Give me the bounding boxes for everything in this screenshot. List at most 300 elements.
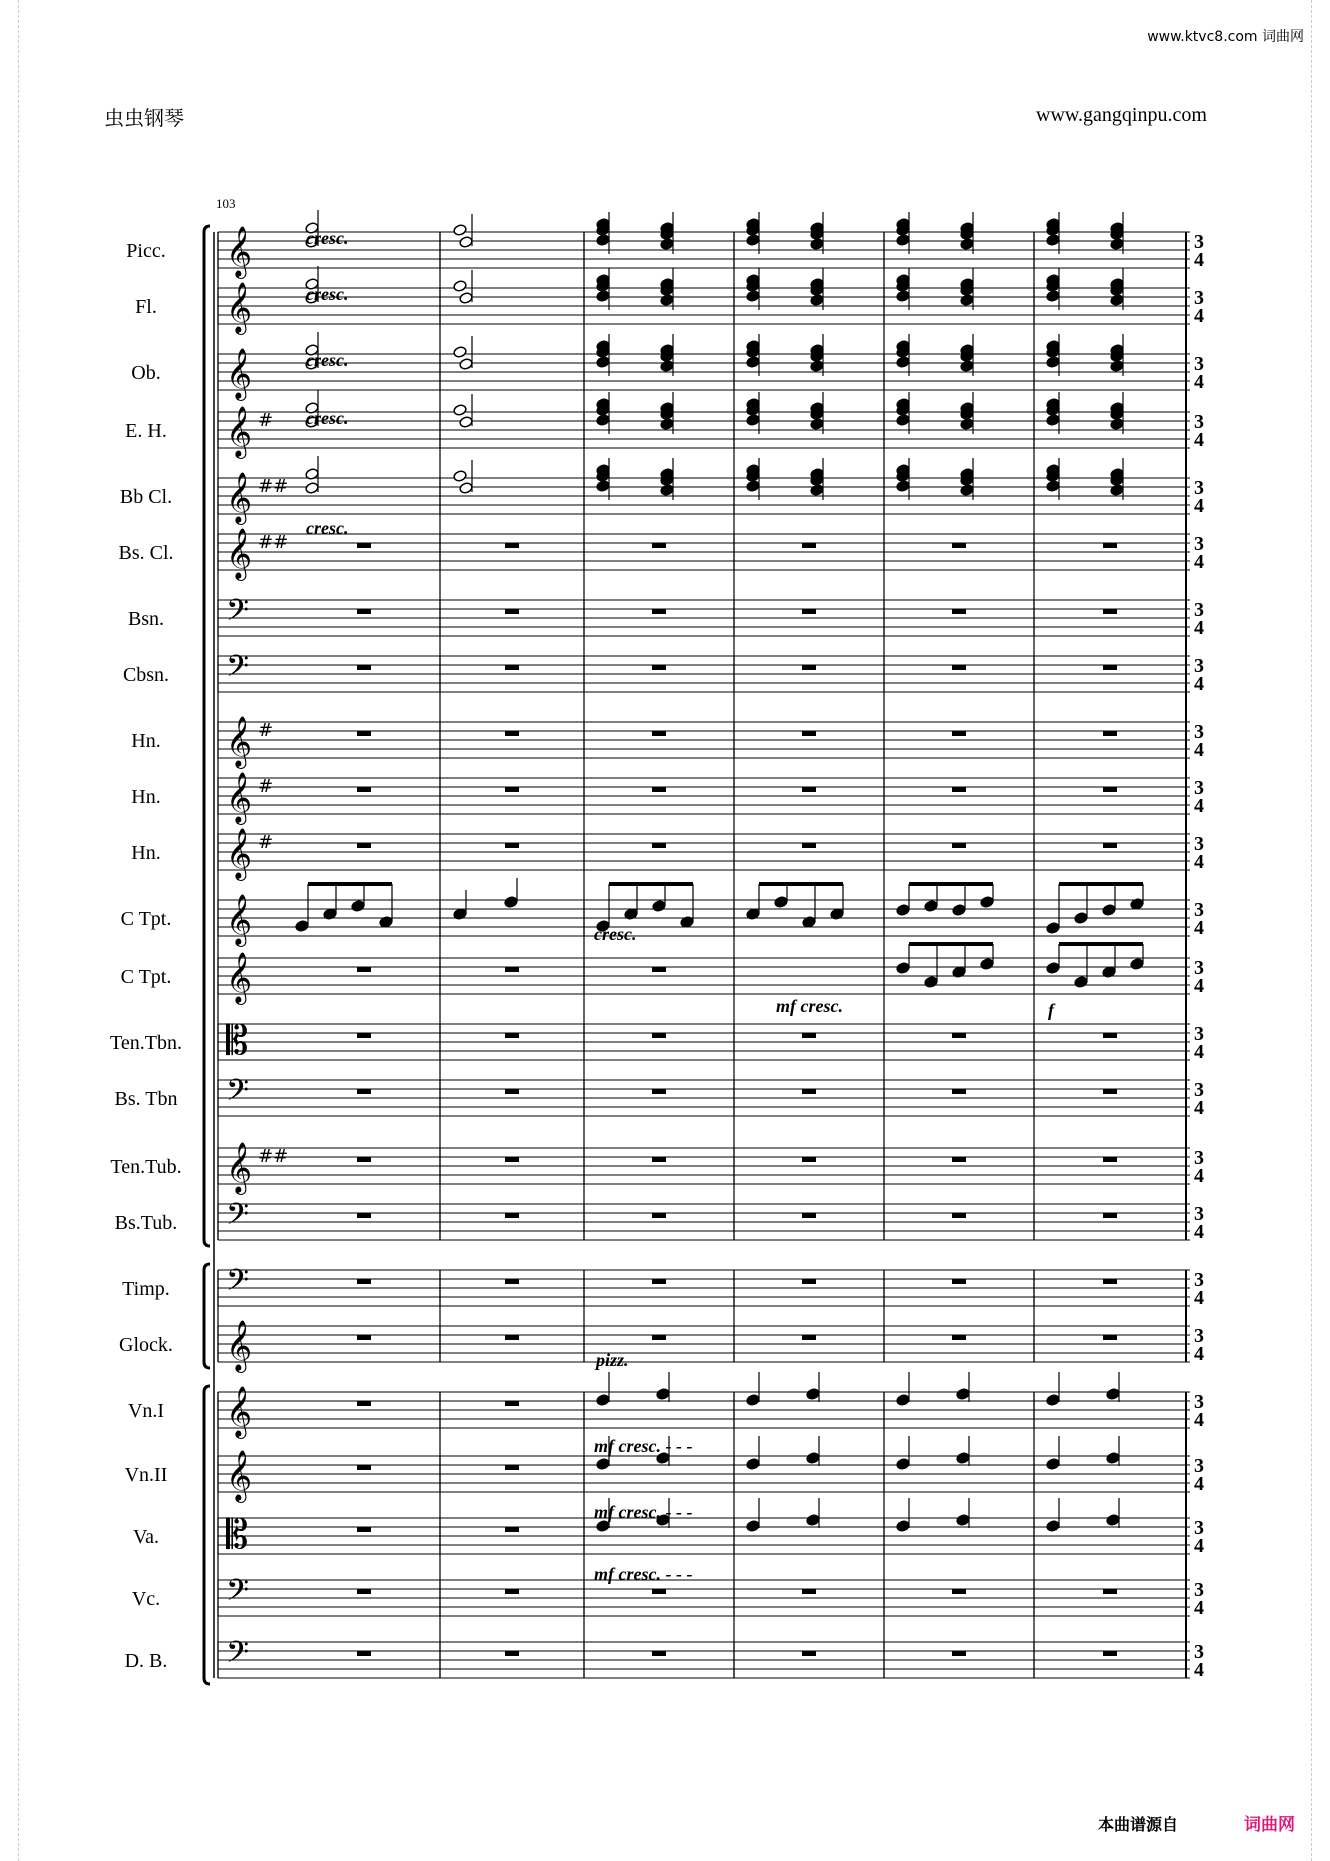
time-signature-top: 3 xyxy=(1194,411,1204,433)
time-signature-top: 3 xyxy=(1194,1517,1204,1539)
note-head xyxy=(459,236,473,249)
note-head xyxy=(806,1514,820,1527)
dynamic-mf-cresc: mf cresc. - - - xyxy=(594,1436,693,1456)
time-signature-top: 3 xyxy=(1194,957,1204,979)
staff-picc xyxy=(218,232,1190,268)
whole-rest xyxy=(802,1589,816,1594)
note-head xyxy=(896,962,910,975)
instrument-label-timp: Timp. xyxy=(122,1278,170,1300)
note-head xyxy=(810,418,824,431)
whole-rest xyxy=(1103,665,1117,670)
time-signature-top: 3 xyxy=(1194,1455,1204,1477)
note-head xyxy=(896,480,910,493)
clef-bass: 𝄢 xyxy=(226,1636,250,1677)
note-head xyxy=(596,414,610,427)
whole-rest xyxy=(1103,609,1117,614)
clef-bass: 𝄢 xyxy=(226,1074,250,1115)
whole-rest xyxy=(802,1279,816,1284)
note-head xyxy=(1046,962,1060,975)
whole-rest xyxy=(1103,1089,1117,1094)
whole-rest xyxy=(1103,1033,1117,1038)
note-head xyxy=(746,1458,760,1471)
whole-rest xyxy=(505,787,519,792)
instrument-label-bsn: Bsn. xyxy=(127,608,165,630)
time-signature-top: 3 xyxy=(1194,721,1204,743)
instrument-label-db: D. B. xyxy=(124,1650,168,1672)
staff-bstub xyxy=(218,1204,1190,1240)
clef-treble: 𝄞 xyxy=(226,226,253,277)
dynamic-cresc: cresc. xyxy=(594,924,637,944)
whole-rest xyxy=(357,731,371,736)
whole-rest xyxy=(505,1465,519,1470)
whole-rest xyxy=(357,1527,371,1532)
whole-rest xyxy=(802,1089,816,1094)
note-head xyxy=(806,1452,820,1465)
whole-rest xyxy=(952,1213,966,1218)
dynamic-mf-cresc: mf cresc. - - - xyxy=(594,1564,693,1584)
note-head xyxy=(896,356,910,369)
whole-rest xyxy=(357,1401,371,1406)
key-signature: ## xyxy=(258,476,289,497)
dynamic-mf-cresc: mf cresc. xyxy=(776,996,843,1016)
note-head xyxy=(1130,958,1144,971)
whole-rest xyxy=(802,1651,816,1656)
dynamic-cresc: cresc. xyxy=(306,284,349,304)
time-signature-top: 3 xyxy=(1194,1579,1204,1601)
note-head xyxy=(1046,234,1060,247)
time-signature-bottom: 4 xyxy=(1194,551,1204,573)
clef-treble: 𝄞 xyxy=(226,1320,253,1371)
whole-rest xyxy=(652,609,666,614)
note-head xyxy=(810,360,824,373)
time-signature-top: 3 xyxy=(1194,477,1204,499)
time-signature-bottom: 4 xyxy=(1194,1165,1204,1187)
whole-rest xyxy=(802,1033,816,1038)
key-signature: ## xyxy=(258,532,289,553)
time-signature-top: 3 xyxy=(1194,899,1204,921)
whole-rest xyxy=(652,731,666,736)
staff-bstbn xyxy=(218,1080,1190,1116)
note-head xyxy=(1110,238,1124,251)
note-head xyxy=(351,900,365,913)
whole-rest xyxy=(357,967,371,972)
note-head xyxy=(1110,484,1124,497)
whole-rest xyxy=(505,1089,519,1094)
note-head xyxy=(459,292,473,305)
clef-tenor: 𝄡 xyxy=(226,1018,249,1064)
key-signature: ## xyxy=(258,1146,289,1167)
whole-rest xyxy=(952,1279,966,1284)
time-signature-bottom: 4 xyxy=(1194,371,1204,393)
note-head xyxy=(459,358,473,371)
note-head xyxy=(1110,360,1124,373)
note-head xyxy=(596,480,610,493)
footer-source-label: 本曲谱源自 xyxy=(1098,1815,1179,1834)
time-signature-bottom: 4 xyxy=(1194,1659,1204,1681)
instrument-label-cbsn: Cbsn. xyxy=(122,664,170,686)
time-signature-top: 3 xyxy=(1194,655,1204,677)
beam xyxy=(909,882,993,886)
instrument-label-bstbn: Bs. Tbn xyxy=(114,1088,178,1110)
note-head xyxy=(1102,904,1116,917)
whole-rest xyxy=(952,1651,966,1656)
clef-bass: 𝄢 xyxy=(226,1198,250,1239)
note-head xyxy=(956,1452,970,1465)
whole-rest xyxy=(505,665,519,670)
dynamic-cresc: cresc. xyxy=(306,408,349,428)
clef-treble: 𝄞 xyxy=(226,348,253,399)
instrument-label-bstub: Bs.Tub. xyxy=(114,1212,178,1234)
note-head xyxy=(980,958,994,971)
time-signature-bottom: 4 xyxy=(1194,673,1204,695)
time-signature-top: 3 xyxy=(1194,1269,1204,1291)
time-signature-top: 3 xyxy=(1194,353,1204,375)
whole-rest xyxy=(357,1157,371,1162)
instrument-label-bscl: Bs. Cl. xyxy=(118,542,174,564)
whole-rest xyxy=(802,543,816,548)
note-head xyxy=(746,480,760,493)
whole-rest xyxy=(652,1279,666,1284)
note-head xyxy=(952,904,966,917)
whole-rest xyxy=(505,1527,519,1532)
whole-rest xyxy=(652,1213,666,1218)
whole-rest xyxy=(952,1589,966,1594)
measure-number: 103 xyxy=(216,196,236,211)
time-signature-bottom: 4 xyxy=(1194,1221,1204,1243)
clef-treble: 𝄞 xyxy=(226,716,253,767)
whole-rest xyxy=(652,665,666,670)
whole-rest xyxy=(802,731,816,736)
note-head xyxy=(1046,290,1060,303)
note-head xyxy=(1074,912,1088,925)
note-head xyxy=(656,1388,670,1401)
note-head xyxy=(980,896,994,909)
whole-rest xyxy=(505,1213,519,1218)
key-signature: # xyxy=(258,832,274,853)
whole-rest xyxy=(505,1157,519,1162)
staff-bsn xyxy=(218,600,1190,636)
clef-treble: 𝄞 xyxy=(226,282,253,333)
whole-rest xyxy=(357,1033,371,1038)
whole-rest xyxy=(357,609,371,614)
note-head xyxy=(896,1520,910,1533)
beam xyxy=(909,942,993,946)
time-signature-top: 3 xyxy=(1194,231,1204,253)
time-signature-bottom: 4 xyxy=(1194,1097,1204,1119)
instrument-label-eh: E. H. xyxy=(125,420,167,442)
whole-rest xyxy=(357,1651,371,1656)
whole-rest xyxy=(952,1335,966,1340)
whole-rest xyxy=(1103,1589,1117,1594)
whole-rest xyxy=(1103,787,1117,792)
staff-vn1 xyxy=(218,1392,1190,1428)
clef-treble: 𝄞 xyxy=(226,772,253,823)
whole-rest xyxy=(802,665,816,670)
pizz-marking: pizz. xyxy=(596,1350,629,1370)
note-head xyxy=(453,470,467,483)
whole-rest xyxy=(1103,1279,1117,1284)
whole-rest xyxy=(357,543,371,548)
note-head xyxy=(746,1394,760,1407)
instrument-label-hn2: Hn. xyxy=(131,786,161,808)
whole-rest xyxy=(1103,543,1117,548)
note-head xyxy=(1106,1388,1120,1401)
note-head xyxy=(660,418,674,431)
note-head xyxy=(746,414,760,427)
time-signature-top: 3 xyxy=(1194,1023,1204,1045)
instrument-label-ob: Ob. xyxy=(131,362,161,384)
note-head xyxy=(1110,294,1124,307)
clef-alto: 𝄡 xyxy=(226,1512,249,1558)
whole-rest xyxy=(802,843,816,848)
note-head xyxy=(453,346,467,359)
note-head xyxy=(295,920,309,933)
whole-rest xyxy=(652,843,666,848)
whole-rest xyxy=(952,543,966,548)
dynamic-cresc: cresc. xyxy=(306,350,349,370)
whole-rest xyxy=(357,1213,371,1218)
whole-rest xyxy=(952,843,966,848)
key-signature: # xyxy=(258,410,274,431)
whole-rest xyxy=(652,787,666,792)
note-head xyxy=(660,360,674,373)
whole-rest xyxy=(505,1335,519,1340)
clef-bass: 𝄢 xyxy=(226,594,250,635)
staff-tentub xyxy=(218,1148,1190,1184)
note-head xyxy=(596,1458,610,1471)
whole-rest xyxy=(357,1279,371,1284)
note-head xyxy=(960,238,974,251)
whole-rest xyxy=(802,787,816,792)
note-head xyxy=(746,234,760,247)
note-head xyxy=(660,484,674,497)
staff-timp xyxy=(218,1270,1190,1306)
whole-rest xyxy=(802,1213,816,1218)
clef-treble: 𝄞 xyxy=(226,472,253,523)
whole-rest xyxy=(357,1465,371,1470)
note-head xyxy=(924,976,938,989)
beam xyxy=(759,882,843,886)
whole-rest xyxy=(505,609,519,614)
time-signature-top: 3 xyxy=(1194,1147,1204,1169)
note-head xyxy=(896,234,910,247)
time-signature-bottom: 4 xyxy=(1194,495,1204,517)
time-signature-bottom: 4 xyxy=(1194,1535,1204,1557)
note-head xyxy=(896,904,910,917)
key-signature: # xyxy=(258,776,274,797)
note-head xyxy=(453,280,467,293)
note-head xyxy=(1046,1394,1060,1407)
note-head xyxy=(1046,480,1060,493)
time-signature-top: 3 xyxy=(1194,599,1204,621)
whole-rest xyxy=(952,1157,966,1162)
whole-rest xyxy=(1103,731,1117,736)
staff-tentbn xyxy=(218,1024,1190,1060)
note-head xyxy=(810,294,824,307)
whole-rest xyxy=(652,967,666,972)
note-head xyxy=(746,290,760,303)
instrument-label-vn1: Vn.I xyxy=(127,1400,165,1422)
clef-treble: 𝄞 xyxy=(226,1386,253,1437)
note-head xyxy=(596,290,610,303)
whole-rest xyxy=(1103,1157,1117,1162)
staff-eh xyxy=(218,412,1190,448)
note-head xyxy=(896,1394,910,1407)
whole-rest xyxy=(505,1279,519,1284)
note-head xyxy=(956,1388,970,1401)
instrument-label-vc: Vc. xyxy=(131,1588,161,1610)
whole-rest xyxy=(505,967,519,972)
note-head xyxy=(1110,418,1124,431)
dynamic-f: f xyxy=(1048,1000,1054,1020)
time-signature-bottom: 4 xyxy=(1194,305,1204,327)
time-signature-bottom: 4 xyxy=(1194,795,1204,817)
note-head xyxy=(596,356,610,369)
staff-hn3 xyxy=(218,834,1190,870)
note-head xyxy=(960,484,974,497)
whole-rest xyxy=(652,1089,666,1094)
instrument-label-tentub: Ten.Tub. xyxy=(110,1156,182,1178)
dynamic-cresc: cresc. xyxy=(306,228,349,248)
note-head xyxy=(596,1394,610,1407)
staff-vn2 xyxy=(218,1456,1190,1492)
time-signature-bottom: 4 xyxy=(1194,1343,1204,1365)
clef-bass: 𝄢 xyxy=(226,650,250,691)
time-signature-bottom: 4 xyxy=(1194,249,1204,271)
time-signature-top: 3 xyxy=(1194,1391,1204,1413)
note-head xyxy=(459,416,473,429)
instrument-label-hn3: Hn. xyxy=(131,842,161,864)
time-signature-top: 3 xyxy=(1194,1325,1204,1347)
time-signature-bottom: 4 xyxy=(1194,917,1204,939)
whole-rest xyxy=(652,1033,666,1038)
instrument-label-fl: Fl. xyxy=(135,296,157,318)
note-head xyxy=(1046,414,1060,427)
whole-rest xyxy=(1103,1651,1117,1656)
time-signature-bottom: 4 xyxy=(1194,739,1204,761)
note-head xyxy=(960,418,974,431)
whole-rest xyxy=(802,1157,816,1162)
clef-treble: 𝄞 xyxy=(226,894,253,945)
note-head xyxy=(924,900,938,913)
header-left-title: 虫虫钢琴 xyxy=(104,108,184,130)
staff-vc xyxy=(218,1580,1190,1616)
whole-rest xyxy=(1103,843,1117,848)
clef-treble: 𝄞 xyxy=(226,828,253,879)
footer-site: 词曲网 xyxy=(1244,1815,1295,1835)
dynamic-mf-cresc: mf cresc. - - - xyxy=(594,1502,693,1522)
note-head xyxy=(1106,1452,1120,1465)
clef-treble: 𝄞 xyxy=(226,406,253,457)
instrument-label-glock: Glock. xyxy=(119,1334,173,1356)
instrument-label-tentbn: Ten.Tbn. xyxy=(110,1032,182,1054)
beam xyxy=(1059,882,1143,886)
whole-rest xyxy=(952,609,966,614)
whole-rest xyxy=(357,1589,371,1594)
time-signature-bottom: 4 xyxy=(1194,975,1204,997)
time-signature-top: 3 xyxy=(1194,833,1204,855)
whole-rest xyxy=(357,1335,371,1340)
note-head xyxy=(1046,1520,1060,1533)
note-head xyxy=(746,356,760,369)
time-signature-top: 3 xyxy=(1194,777,1204,799)
staff-bscl xyxy=(218,534,1190,570)
beam xyxy=(1059,942,1143,946)
staff-cbsn xyxy=(218,656,1190,692)
instrument-label-tpt1: C Tpt. xyxy=(120,908,172,930)
instrument-label-picc: Picc. xyxy=(126,240,166,262)
whole-rest xyxy=(802,1335,816,1340)
whole-rest xyxy=(952,665,966,670)
whole-rest xyxy=(357,665,371,670)
staff-va xyxy=(218,1518,1190,1554)
note-head xyxy=(896,1458,910,1471)
clef-treble: 𝄞 xyxy=(226,1142,253,1193)
whole-rest xyxy=(505,1589,519,1594)
whole-rest xyxy=(952,787,966,792)
top-right-watermark: www.ktvc8.com 词曲网 xyxy=(1147,29,1304,45)
whole-rest xyxy=(652,1651,666,1656)
header-right-url: www.gangqinpu.com xyxy=(1036,104,1207,126)
clef-treble: 𝄞 xyxy=(226,1450,253,1501)
whole-rest xyxy=(652,1589,666,1594)
instrument-label-va: Va. xyxy=(132,1526,160,1548)
whole-rest xyxy=(952,1033,966,1038)
time-signature-bottom: 4 xyxy=(1194,1597,1204,1619)
note-head xyxy=(810,238,824,251)
beam xyxy=(308,882,392,886)
note-head xyxy=(746,1520,760,1533)
note-head xyxy=(596,234,610,247)
whole-rest xyxy=(505,1401,519,1406)
instrument-label-tpt2: C Tpt. xyxy=(120,966,172,988)
time-signature-top: 3 xyxy=(1194,1079,1204,1101)
time-signature-bottom: 4 xyxy=(1194,1041,1204,1063)
note-head xyxy=(660,238,674,251)
clef-treble: 𝄞 xyxy=(226,528,253,579)
note-head xyxy=(956,1514,970,1527)
note-head xyxy=(806,1388,820,1401)
whole-rest xyxy=(952,731,966,736)
note-head xyxy=(774,896,788,909)
staff-hn2 xyxy=(218,778,1190,814)
dynamic-cresc: cresc. xyxy=(306,518,349,538)
staff-fl xyxy=(218,288,1190,324)
instrument-label-vn2: Vn.II xyxy=(124,1464,168,1486)
note-head xyxy=(896,290,910,303)
whole-rest xyxy=(357,843,371,848)
time-signature-bottom: 4 xyxy=(1194,1287,1204,1309)
whole-rest xyxy=(505,543,519,548)
whole-rest xyxy=(505,1651,519,1656)
clef-treble: 𝄞 xyxy=(226,952,253,1003)
whole-rest xyxy=(505,843,519,848)
whole-rest xyxy=(1103,1213,1117,1218)
note-head xyxy=(960,360,974,373)
whole-rest xyxy=(505,731,519,736)
key-signature: # xyxy=(258,720,274,741)
clef-bass: 𝄢 xyxy=(226,1264,250,1305)
note-head xyxy=(960,294,974,307)
staff-tpt2 xyxy=(218,958,1190,994)
note-head xyxy=(1046,1458,1060,1471)
note-head xyxy=(459,482,473,495)
note-head xyxy=(810,484,824,497)
whole-rest xyxy=(652,1335,666,1340)
note-head xyxy=(1106,1514,1120,1527)
whole-rest xyxy=(952,1089,966,1094)
whole-rest xyxy=(802,609,816,614)
